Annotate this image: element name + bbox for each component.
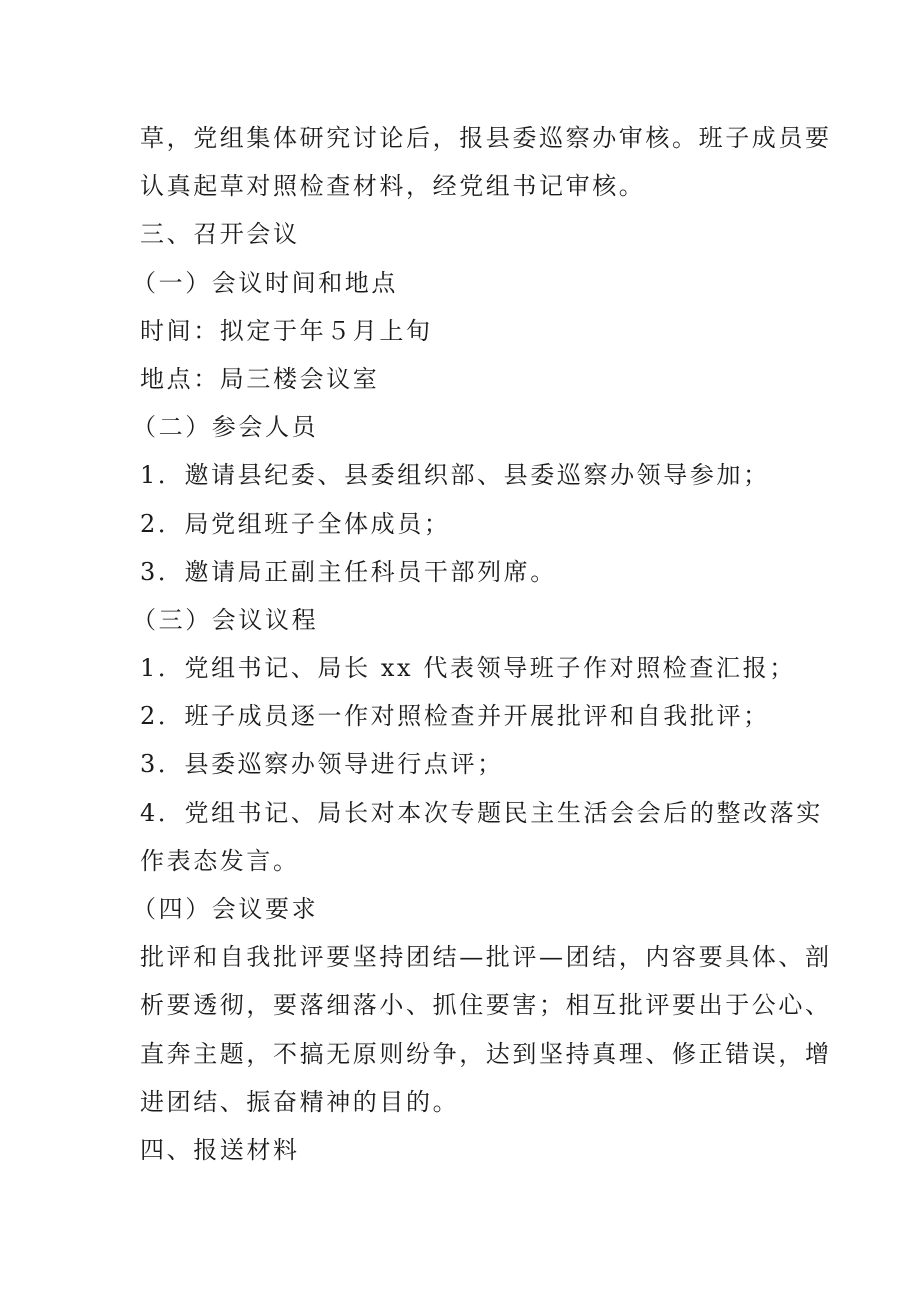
meeting-time: 时间：拟定于年５月上旬 [140, 316, 433, 345]
meeting-location: 地点：局三楼会议室 [140, 364, 380, 393]
subsection-heading: （一）会议时间和地点 [132, 268, 398, 297]
list-item: 3．邀请局正副主任科员干部列席。 [140, 557, 557, 586]
subsection-heading: （三）会议议程 [132, 605, 319, 634]
body-text-line: 草，党组集体研究讨论后，报县委巡察办审核。班子成员要 [140, 124, 832, 152]
list-item-continuation: 作表态发言。 [140, 846, 300, 875]
section-heading: 四、报送材料 [140, 1135, 300, 1164]
list-item: 1．党组书记、局长 xx 代表领导班子作对照检查汇报； [140, 654, 796, 683]
subsection-heading: （四）会议要求 [132, 895, 319, 923]
body-text-line: 析要透彻，要落细落小、抓住要害；相互批评要出于公心、 [140, 991, 832, 1020]
body-text-line: 认真起草对照检查材料，经党组书记审核。 [140, 172, 646, 201]
list-item: 2．局党组班子全体成员； [140, 509, 451, 538]
body-text-line: 直奔主题，不搞无原则纷争，达到坚持真理、修正错误，增 [140, 1039, 832, 1068]
subsection-heading: （二）参会人员 [132, 413, 319, 442]
section-heading: 三、召开会议 [140, 220, 300, 249]
body-text-line: 批评和自我批评要坚持团结—批评—团结，内容要具体、剖 [140, 943, 832, 972]
list-item: 4．党组书记、局长对本次专题民主生活会会后的整改落实 [140, 798, 823, 827]
list-item: 2．班子成员逐一作对照检查并开展批评和自我批评； [140, 702, 770, 731]
list-item: 1．邀请县纪委、县委组织部、县委巡察办领导参加； [140, 461, 770, 490]
list-item: 3．县委巡察办领导进行点评； [140, 750, 504, 779]
document-body [132, 114, 832, 1174]
body-text-line: 进团结、振奋精神的目的。 [140, 1087, 460, 1116]
